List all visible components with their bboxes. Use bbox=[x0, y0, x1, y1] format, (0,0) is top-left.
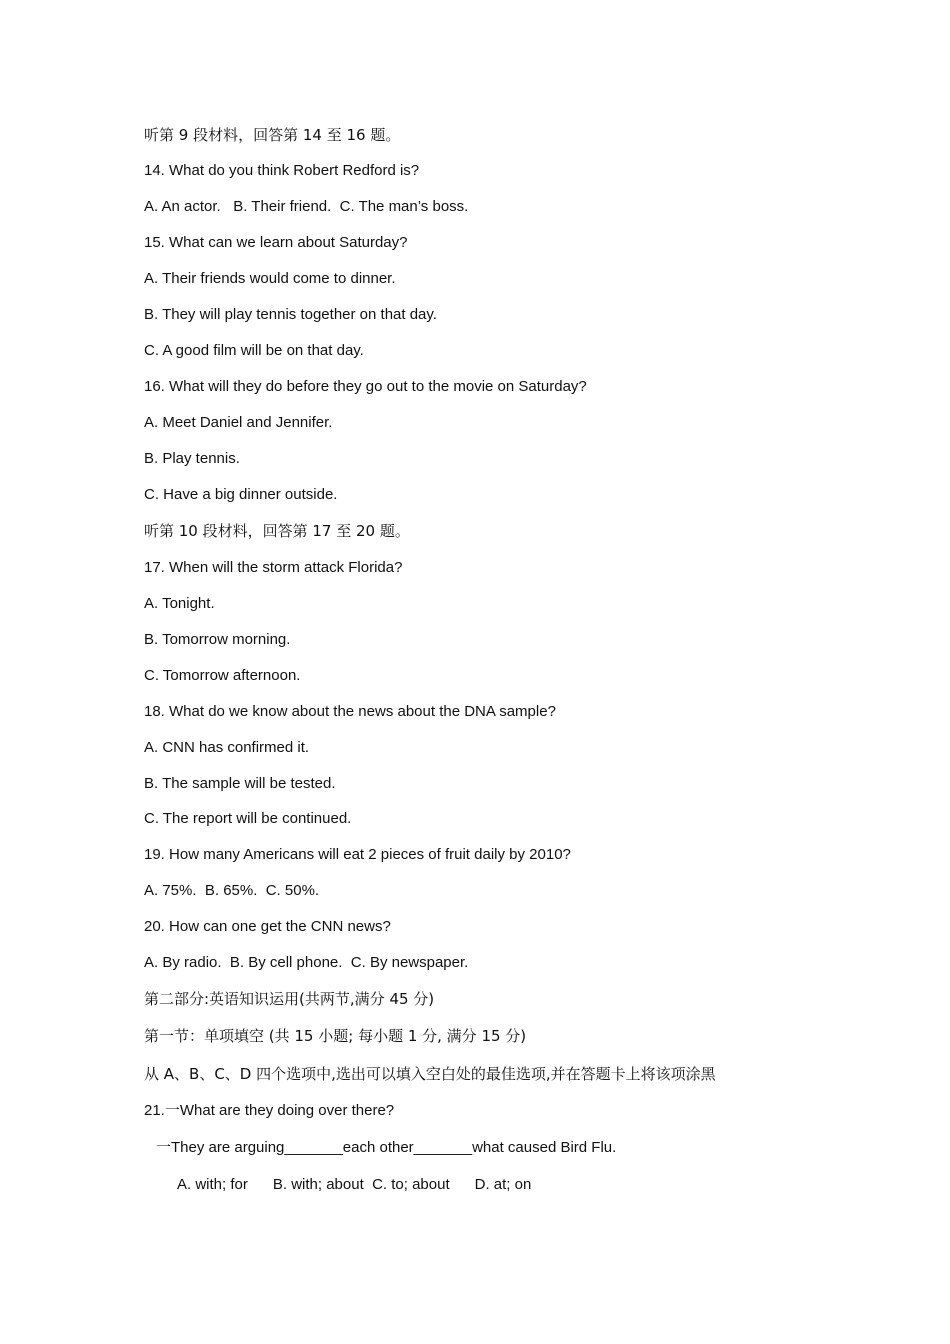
question-15-option-b: B. They will play tennis together on that day. bbox=[144, 306, 437, 323]
question-16-option-a: A. Meet Daniel and Jennifer. bbox=[144, 414, 333, 431]
question-20: 20. How can one get the CNN news? bbox=[144, 918, 391, 935]
question-18-option-a: A. CNN has confirmed it. bbox=[144, 739, 310, 756]
question-20-options: A. By radio. B. By cell phone. C. By newspaper. bbox=[144, 954, 469, 971]
question-18-option-c: C. The report will be continued. bbox=[144, 810, 352, 827]
section-one-instruction: 从 A、B、C、D 四个选项中,选出可以填入空白处的最佳选项,并在答题卡上将该项涂黑 bbox=[144, 1065, 716, 1083]
question-15: 15. What can we learn about Saturday? bbox=[144, 234, 408, 251]
question-16: 16. What will they do before they go out to the movie on Saturday? bbox=[144, 378, 587, 395]
question-15-option-c: C. A good film will be on that day. bbox=[144, 342, 364, 359]
question-17: 17. When will the storm attack Florida? bbox=[144, 559, 403, 576]
question-16-option-b: B. Play tennis. bbox=[144, 450, 240, 467]
question-14: 14. What do you think Robert Redford is? bbox=[144, 162, 420, 179]
part-two-heading: 第二部分:英语知识运用(共两节,满分 45 分) bbox=[144, 990, 435, 1008]
question-15-option-a: A. Their friends would come to dinner. bbox=[144, 270, 396, 287]
section-one-heading: 第一节：单项填空 (共 15 小题; 每小题 1 分, 满分 15 分) bbox=[144, 1027, 527, 1045]
question-18-option-b: B. The sample will be tested. bbox=[144, 775, 336, 792]
question-17-option-a: A. Tonight. bbox=[144, 595, 215, 612]
question-21-response: 一They are arguing_______each other_______what caused Bird Flu. bbox=[156, 1139, 617, 1156]
question-17-option-c: C. Tomorrow afternoon. bbox=[144, 667, 301, 684]
question-16-option-c: C. Have a big dinner outside. bbox=[144, 486, 338, 503]
question-21-options: A. with; for B. with; about C. to; about D. at; on bbox=[177, 1176, 532, 1193]
question-14-options: A. An actor. B. Their friend. C. The man’s boss. bbox=[144, 198, 469, 215]
section-instruction-10: 听第 10 段材料，回答第 17 至 20 题。 bbox=[144, 522, 410, 540]
question-19-options: A. 75%. B. 65%. C. 50%. bbox=[144, 882, 320, 899]
section-instruction-9: 听第 9 段材料，回答第 14 至 16 题。 bbox=[144, 126, 401, 144]
question-17-option-b: B. Tomorrow morning. bbox=[144, 631, 291, 648]
question-19: 19. How many Americans will eat 2 pieces of fruit daily by 2010? bbox=[144, 846, 571, 863]
question-18: 18. What do we know about the news about the DNA sample? bbox=[144, 703, 556, 720]
question-21: 21.一What are they doing over there? bbox=[144, 1102, 395, 1119]
